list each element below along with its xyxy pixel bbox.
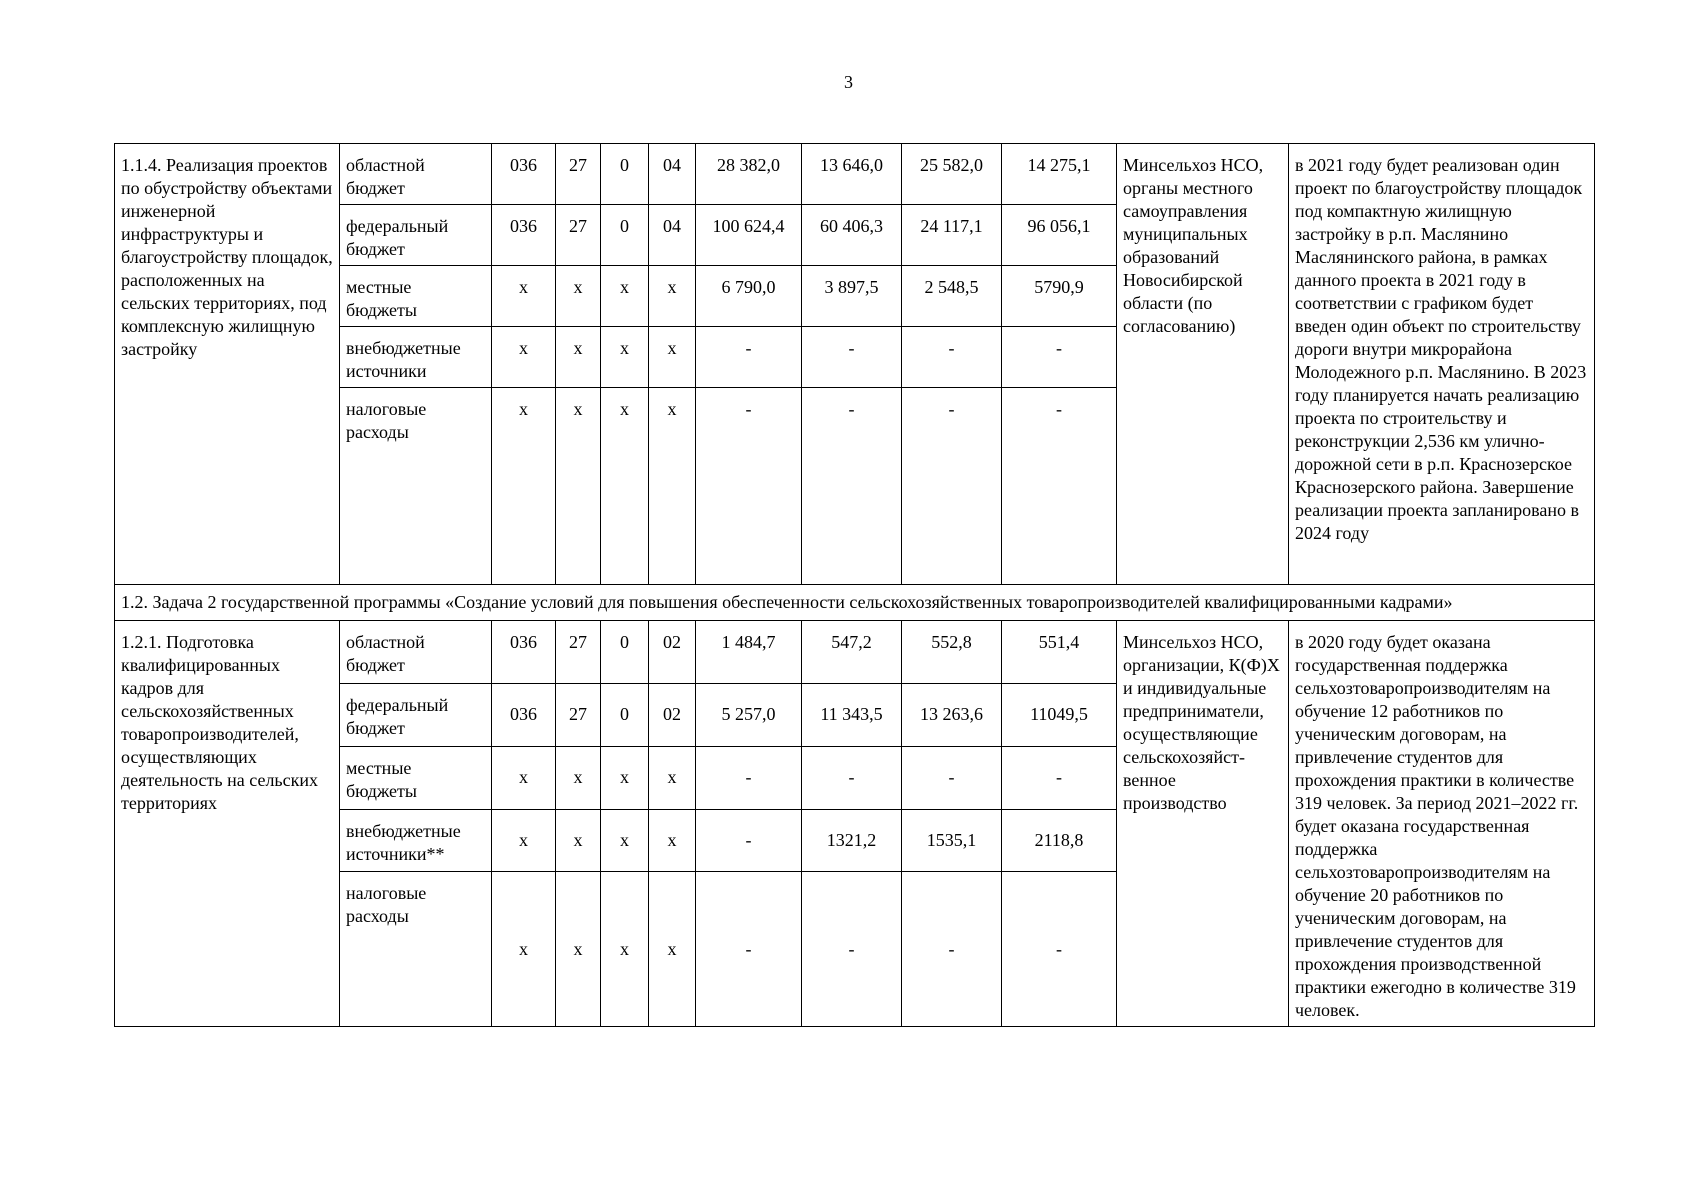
code-cell: 0 (601, 205, 649, 266)
program-table (114, 143, 1595, 1027)
value-cell: 547,2 (802, 621, 902, 684)
funding-source: областной бюджет (340, 621, 492, 684)
code-cell: x (601, 809, 649, 872)
value-cell: - (902, 872, 1002, 1027)
value-cell: 1321,2 (802, 809, 902, 872)
funding-source: областной бюджет (340, 144, 492, 205)
value-cell: - (1002, 327, 1117, 388)
value-cell: - (1002, 746, 1117, 809)
funding-source: внебюджетные источники (340, 327, 492, 388)
funding-source: налоговые расходы (340, 872, 492, 1027)
value-cell: 96 056,1 (1002, 205, 1117, 266)
code-cell: 27 (556, 205, 601, 266)
value-cell: 2118,8 (1002, 809, 1117, 872)
code-cell: x (601, 327, 649, 388)
value-cell: - (802, 327, 902, 388)
funding-source: налоговые расходы (340, 388, 492, 585)
measure-name: 1.2.1. Подготовка квалифицированных кадров для сельскохозяйственных товаропроизводителей, осуществляющих деятельность на сельских территориях (115, 621, 340, 1027)
code-cell: x (649, 327, 696, 388)
code-cell: 036 (492, 205, 556, 266)
value-cell: - (696, 872, 802, 1027)
value-cell: 1535,1 (902, 809, 1002, 872)
value-cell: 60 406,3 (802, 205, 902, 266)
code-cell: 036 (492, 144, 556, 205)
code-cell: 036 (492, 621, 556, 684)
code-cell: 02 (649, 683, 696, 746)
value-cell: 13 646,0 (802, 144, 902, 205)
value-cell: 11 343,5 (802, 683, 902, 746)
value-cell: 24 117,1 (902, 205, 1002, 266)
value-cell: - (696, 388, 802, 585)
code-cell: x (649, 746, 696, 809)
executor: Минсельхоз НСО, органы местного самоуправления муниципальных образований Новосибирской области (по согласованию) (1117, 144, 1289, 585)
value-cell: - (802, 388, 902, 585)
code-cell: x (556, 872, 601, 1027)
code-cell: x (492, 266, 556, 327)
code-cell: x (601, 872, 649, 1027)
code-cell: x (649, 809, 696, 872)
value-cell: - (1002, 388, 1117, 585)
code-cell: x (492, 746, 556, 809)
code-cell: 0 (601, 683, 649, 746)
funding-source: местные бюджеты (340, 266, 492, 327)
value-cell: 551,4 (1002, 621, 1117, 684)
code-cell: x (556, 327, 601, 388)
value-cell: 11049,5 (1002, 683, 1117, 746)
table-row (115, 144, 1595, 205)
executor: Минсельхоз НСО, организации, К(Ф)Х и индивидуальные предприниматели, осуществляющие сельскохозяйст-венное производство (1117, 621, 1289, 1027)
value-cell: - (696, 746, 802, 809)
value-cell: - (802, 872, 902, 1027)
value-cell: - (902, 388, 1002, 585)
value-cell: - (802, 746, 902, 809)
code-cell: 27 (556, 144, 601, 205)
section-heading: 1.2. Задача 2 государственной программы «Создание условий для повышения обеспеченности сельскохозяйственных товаропроизводителей квалифицированными кадрами» (115, 585, 1595, 621)
funding-source: внебюджетные источники** (340, 809, 492, 872)
code-cell: x (601, 266, 649, 327)
funding-source: местные бюджеты (340, 746, 492, 809)
value-cell: 14 275,1 (1002, 144, 1117, 205)
code-cell: x (556, 809, 601, 872)
value-cell: 5 257,0 (696, 683, 802, 746)
funding-source: федеральный бюджет (340, 683, 492, 746)
value-cell: 552,8 (902, 621, 1002, 684)
code-cell: x (649, 872, 696, 1027)
value-cell: - (696, 327, 802, 388)
code-cell: x (649, 266, 696, 327)
code-cell: 0 (601, 144, 649, 205)
page-number: 3 (844, 72, 853, 92)
section-row (115, 585, 1595, 621)
code-cell: x (556, 388, 601, 585)
value-cell: - (902, 746, 1002, 809)
code-cell: 036 (492, 683, 556, 746)
value-cell: - (1002, 872, 1117, 1027)
value-cell: 25 582,0 (902, 144, 1002, 205)
code-cell: x (492, 327, 556, 388)
value-cell: 28 382,0 (696, 144, 802, 205)
value-cell: 2 548,5 (902, 266, 1002, 327)
table-row (115, 621, 1595, 684)
expected-result: в 2021 году будет реализован один проект по благоустройству площадок под компактную жилищную застройку в р.п. Маслянино Маслянинского района, в рамках данного проекта в 2021 году в соответствии с графиком будет введен один объект по строительству дороги внутри микрорайона Молодежного р.п. Маслянино. В 2023 году планируется начать реализацию проекта по строительству и реконструкции 2,536 км улично-дорожной сети в р.п. Краснозерское Краснозерского района. Завершение реализации проекта запланировано в 2024 году (1289, 144, 1595, 585)
measure-name: 1.1.4. Реализация проектов по обустройству объектами инженерной инфраструктуры и благоустройству площадок, расположенных на сельских территориях, под комплексную жилищную застройку (115, 144, 340, 585)
code-cell: x (556, 266, 601, 327)
code-cell: 04 (649, 205, 696, 266)
code-cell: x (492, 809, 556, 872)
expected-result: в 2020 году будет оказана государственная поддержка сельхозтоваропроизводителям на обучение 12 работников по ученическим договорам, на привлечение студентов для прохождения практики в количестве 319 человек. За период 2021–2022 гг. будет оказана государственная поддержка сельхозтоваропроизводителям на обучение 20 работников по ученическим договорам, на привлечение студентов для прохождения производственной практики ежегодно в количестве 319 человек. (1289, 621, 1595, 1027)
code-cell: 0 (601, 621, 649, 684)
code-cell: 02 (649, 621, 696, 684)
code-cell: 27 (556, 621, 601, 684)
code-cell: x (601, 388, 649, 585)
value-cell: 100 624,4 (696, 205, 802, 266)
code-cell: 27 (556, 683, 601, 746)
value-cell: - (696, 809, 802, 872)
value-cell: 13 263,6 (902, 683, 1002, 746)
funding-source: федеральный бюджет (340, 205, 492, 266)
code-cell: x (601, 746, 649, 809)
code-cell: x (556, 746, 601, 809)
value-cell: 5790,9 (1002, 266, 1117, 327)
value-cell: 3 897,5 (802, 266, 902, 327)
code-cell: x (492, 388, 556, 585)
code-cell: 04 (649, 144, 696, 205)
value-cell: - (902, 327, 1002, 388)
code-cell: x (492, 872, 556, 1027)
value-cell: 6 790,0 (696, 266, 802, 327)
value-cell: 1 484,7 (696, 621, 802, 684)
code-cell: x (649, 388, 696, 585)
